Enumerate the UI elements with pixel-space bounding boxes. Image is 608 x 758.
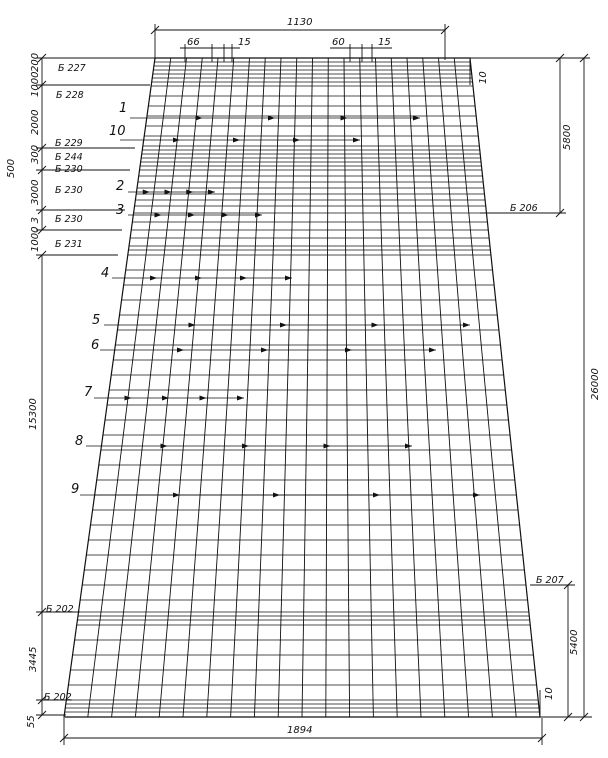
leader-arrowhead (237, 396, 244, 401)
label-b206: Б 206 (510, 203, 538, 214)
dim-left-55: 55 (26, 715, 37, 728)
dim-left-15300: 15300 (28, 398, 39, 430)
vertical-bar (391, 58, 421, 717)
dim-left-500: 500 (6, 158, 17, 178)
leader-arrowhead (177, 348, 184, 353)
label-b227: Б 227 (58, 63, 86, 74)
slab-outline (64, 58, 540, 717)
dim-top-gap: 10 (478, 71, 489, 84)
dim-right-total: 26000 (590, 368, 601, 400)
dim-top-width: 1130 (287, 17, 313, 28)
dim-left-200: 200 (30, 52, 41, 72)
vertical-bar (376, 58, 398, 717)
vertical-bar (207, 58, 250, 717)
label-b207: Б 207 (536, 575, 564, 586)
leader-arrowhead (429, 348, 436, 353)
bar-marker-10: 10 (109, 124, 126, 139)
bar-marker-1: 1 (119, 101, 128, 116)
leader-arrowhead (240, 276, 247, 281)
leader-arrowhead (372, 323, 379, 328)
dim-left-2000: 2000 (30, 109, 41, 135)
leader-arrowhead (233, 138, 240, 143)
dim-left-3445: 3445 (28, 646, 39, 672)
leader-arrowhead (242, 444, 249, 449)
dim-right-lower: 5400 (569, 629, 580, 655)
vertical-bar (302, 58, 313, 717)
vertical-bar (159, 58, 218, 717)
vertical-bar (407, 58, 445, 717)
dim-spacing-left: 66 (187, 37, 200, 48)
vertical-bar (254, 58, 281, 717)
bar-marker-3: 3 (116, 203, 125, 218)
vertical-bar (454, 58, 516, 717)
leader-arrowhead (150, 276, 157, 281)
reinforcement-grid (64, 58, 540, 717)
label-b231: Б 231 (55, 239, 83, 250)
label-b229: Б 229 (55, 138, 83, 149)
vertical-bar (344, 58, 350, 717)
bar-marker-6: 6 (91, 338, 100, 353)
label-b202-b: Б 202 (44, 692, 72, 703)
leader-arrowhead (463, 323, 470, 328)
vertical-bar (88, 58, 171, 717)
vertical-bar (112, 58, 187, 717)
vertical-bar (135, 58, 202, 717)
bar-marker-5: 5 (92, 313, 101, 328)
leader-arrowhead (200, 396, 207, 401)
label-b230-c: Б 230 (55, 214, 83, 225)
vertical-bar (423, 58, 469, 717)
dim-spacing-right-small: 15 (378, 37, 391, 48)
dim-right-upper: 5800 (562, 124, 573, 150)
leader-arrowhead (353, 138, 360, 143)
bar-marker-4: 4 (101, 266, 110, 281)
label-b230-b: Б 230 (55, 185, 83, 196)
dim-left-1000: 1000 (30, 71, 41, 97)
leader-arrowhead (261, 348, 268, 353)
leader-arrowhead (280, 323, 287, 328)
dim-left-3000: 3000 (30, 179, 41, 205)
dim-spacing-left-small: 15 (238, 37, 251, 48)
label-b228: Б 228 (56, 90, 84, 101)
label-b202-a: Б 202 (46, 604, 74, 615)
bar-arrows (125, 116, 481, 498)
vertical-bar (231, 58, 266, 717)
leader-arrowhead (373, 493, 380, 498)
leader-arrowhead (173, 138, 180, 143)
dim-spacing-right: 60 (332, 37, 345, 48)
leader-arrowhead (273, 493, 280, 498)
leader-arrowhead (161, 444, 168, 449)
dim-bottom-gap: 10 (544, 687, 555, 700)
vertical-bar (439, 58, 493, 717)
left-dimensions (36, 54, 155, 719)
label-b230-a: Б 230 (55, 164, 83, 175)
bar-marker-2: 2 (116, 179, 125, 194)
vertical-bar (360, 58, 374, 717)
label-b244: Б 244 (55, 152, 83, 163)
bar-marker-8: 8 (75, 434, 84, 449)
vertical-bar (278, 58, 297, 717)
dim-left-300: 300 (30, 144, 41, 164)
bar-marker-7: 7 (84, 385, 93, 400)
leader-arrowhead (293, 138, 300, 143)
bar-marker-9: 9 (71, 482, 80, 497)
dim-left-1000-3: 1000 3 (30, 217, 41, 252)
leader-arrowhead (473, 493, 480, 498)
vertical-bar (326, 58, 328, 717)
leader-arrowhead (345, 348, 352, 353)
dim-bottom-width: 1894 (287, 725, 313, 736)
vertical-bar (183, 58, 234, 717)
